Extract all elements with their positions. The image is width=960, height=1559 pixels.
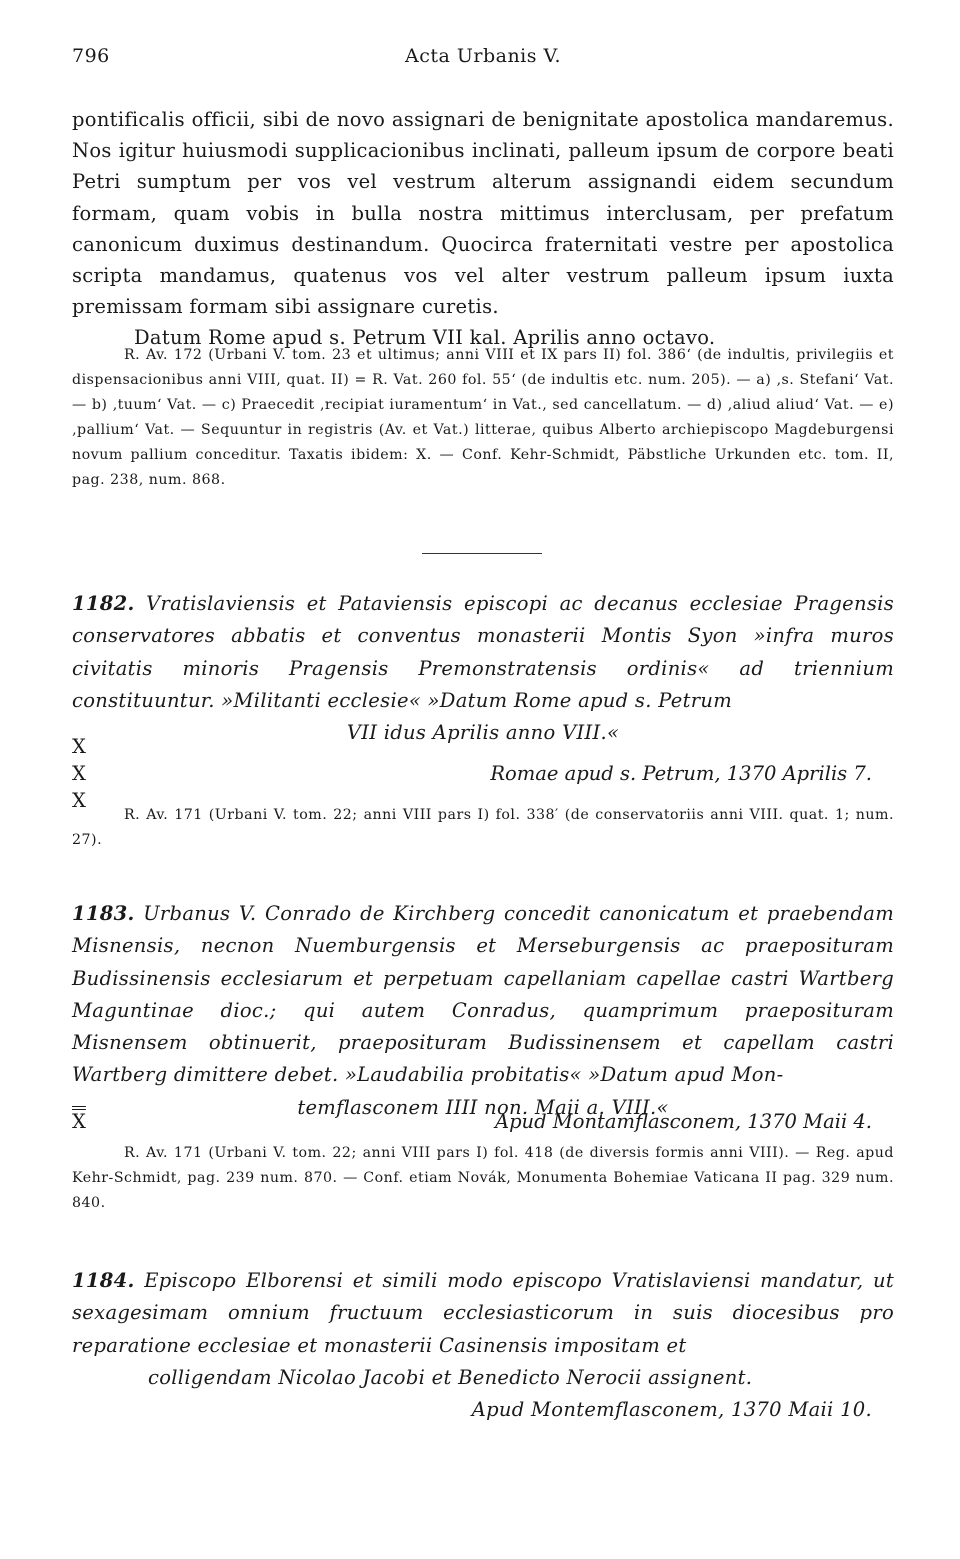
entry-number: 1183. (72, 902, 135, 925)
entry-date-line: colligendam Nicolao Jacobi et Benedicto Nerocii assignent. (148, 1365, 753, 1389)
sigil-x: X (72, 762, 86, 785)
continuation-text (72, 104, 894, 354)
entry-date-line: temflasconem IIII non. Maii a. VIII.« (297, 1095, 669, 1119)
entry-number: 1182. (72, 592, 135, 615)
running-title: Acta Urbanis V. (405, 45, 561, 67)
continuation-paragraph: pontificalis officii, sibi de novo assignari de benignitate apostolica mandaremus. Nos igitur huiusmodi supplicacionibus inclinati, palleum ipsum de corpore beati Petri sumptum per vos vel vestrum alterum assignandi eidem secundum formam, quam vobis in bulla nostra mittimus interclusam, per prefatum canonicum duximus destinandum. Quocirca fraternitati vestre per apostolica scripta mandamus, quatenus vos vel alter vestrum palleum ipsum iuxta premissam formam sibi assignare curetis. (72, 108, 894, 319)
sigil-x: X (72, 735, 86, 758)
sigil-x: X (72, 789, 86, 812)
notes-1183-paragraph: R. Av. 171 (Urbani V. tom. 22; anni VIII pars I) fol. 418 (de diversis formis anni VIII). — Reg. apud Kehr-Schmidt, pag. 239 num. 870. — Conf. etiam Novák, Monumenta Bohemiae Vaticana II pag. 329 num. 840. (72, 1145, 894, 1211)
notes-1181-paragraph: R. Av. 172 (Urbani V. tom. 23 et ultimus; anni VIII et IX pars II) fol. 386‘ (de indultis, privilegiis et dispensacionibus anni VIII, quat. II) = R. Vat. 260 fol. 55‘ (de indultis etc. num. 205). — a) ‚s. Stefani‘ Vat. — b) ‚tuum‘ Vat. — c) Praecedit ‚recipiat iuramentum‘ in Vat., sed cancellatum. — d) ‚aliud aliud‘ Vat. — e) ‚pallium‘ Vat. — Sequuntur in registris (Av. et Vat.) litterae, quibus Alberto archiepiscopo Magdeburgensi novum pallium conceditur. Taxatis ibidem: X. — Conf. Kehr-Schmidt, Päbstliche Urkunden etc. tom. II, pag. 238, num. 868. (72, 347, 894, 488)
entry-date-line: VII idus Aprilis anno VIII.« (346, 721, 620, 745)
notes-1181 (72, 343, 894, 493)
sigils-1182 (72, 733, 894, 814)
datum-line: Datum Rome apud s. Petrum VII kal. Aprilis anno octavo. (134, 326, 716, 350)
place-date: Apud Montemflasconem, 1370 Maii 10. (471, 1398, 872, 1422)
page-number: 796 (72, 45, 110, 67)
notes-1182 (72, 803, 894, 853)
sigil-x: X (72, 1110, 86, 1133)
entry-summary: Episcopo Elborensi et simili modo episcopo Vratislaviensi mandatur, ut sexagesimam omnium fructuum ecclesiasticorum in suis diocesibus pro reparatione ecclesiae et monasterii Casinensis impositam et (72, 1269, 895, 1357)
entry-number: 1184. (72, 1269, 135, 1292)
place-date: Apud Montamflasconem, 1370 Maii 4. (494, 1110, 872, 1133)
place-date: Romae apud s. Petrum, 1370 Aprilis 7. (490, 762, 872, 785)
entry-1184 (72, 1265, 894, 1426)
section-divider (422, 553, 542, 554)
entry-summary: Urbanus V. Conrado de Kirchberg concedit canonicatum et praebendam Misnensis, necnon Nuemburgensis et Merseburgensis ac praeposituram Budissinensis ecclesiarum et perpetuam capellaniam capellae castri Wartberg Maguntinae dioc.; qui autem Conradus, quamprimum praeposituram Misnensem obtinuerit, praeposituram Budissinensem et capellam castri Wartberg dimittere debet. »Laudabilia probitatis« »Datum apud Mon- (72, 902, 895, 1087)
notes-1183 (72, 1141, 894, 1216)
entry-summary: Vratislaviensis et Pataviensis episcopi ac decanus ecclesiae Pragensis conservatores abbatis et conventus monasterii Montis Syon »infra muros civitatis minoris Pragensis Premonstratensis ordinis« ad triennium constituuntur. »Militanti ecclesie« »Datum Rome apud s. Petrum (72, 592, 894, 712)
page-header (72, 45, 894, 75)
notes-1182-paragraph: R. Av. 171 (Urbani V. tom. 22; anni VIII pars I) fol. 338′ (de conservatoriis anni VIII. quat. 1; num. 27). (72, 807, 894, 848)
sigils-1183 (72, 1108, 894, 1135)
entry-1183 (72, 898, 894, 1124)
entry-1182 (72, 588, 894, 749)
